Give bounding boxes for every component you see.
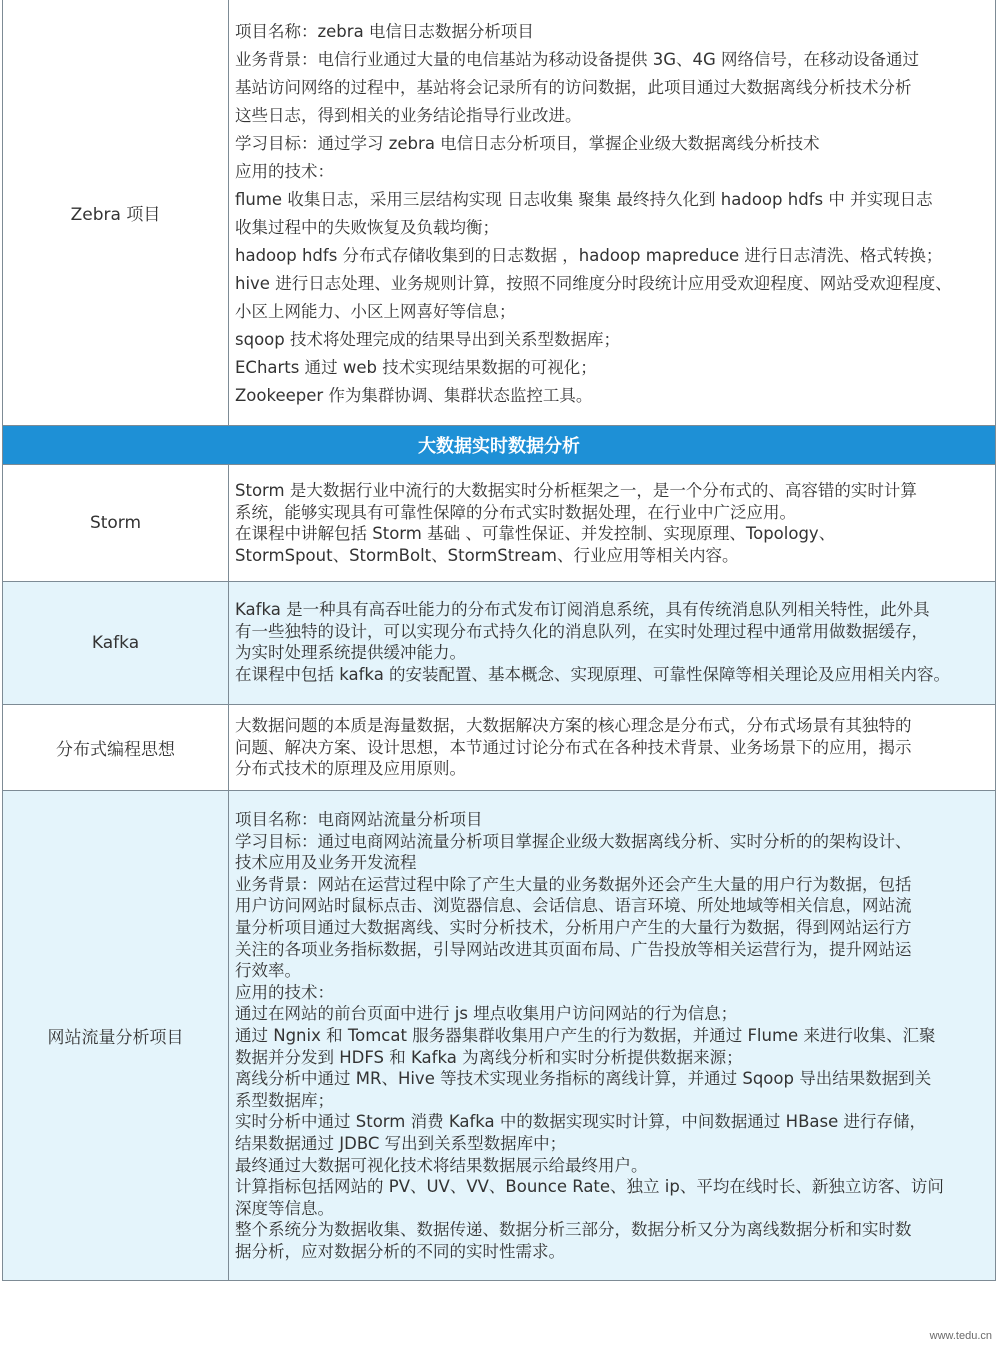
row-storm (3, 464, 995, 581)
section-header (3, 425, 995, 464)
row-content (229, 465, 995, 581)
row-content (229, 0, 995, 425)
content-text: 项目名称：电商网站流量分析项目 学习目标：通过电商网站流量分析项目掌握企业级大数据离线分析、实时分析的的架构设计、 技术应用及业务开发流程 业务背景：网站在运营过程中除了产生大量的业务数据外还会产生大量的用户行为数据，包括 用户访问网站时鼠标点击、浏览器信息、会话信息、语言环境、所处地域等相关信息，网站流 量分析项目通过大数据离线、实时分析技术，分析用户产生的大量行为数据，得到网站运行方 关注的各项业务指标数据，引导网站改进其页面布局、广告投放等相关运营行为，提升网站运 行效率。 应用的技术： 通过在网站的前台页面中进行 js 埋点收集用户访问网站的行为信息； 通过 Ngnix 和 Tomcat 服务器集群收集用户产生的行为数据，并通过 Flume 来进行收集、汇聚 数据并分发到 HDFS 和 Kafka 为离线分析和实时分析提供数据来源； 离线分析中通过 MR、Hive 等技术实现业务指标的离线计算，并通过 Sqoop 导出结果数据到关 系型数据库； 实时分析中通过 Storm 消费 Kafka 中的数据实现实时计算，中间数据通过 HBase 进行存储， 结果数据通过 JDBC 写出到关系型数据库中； 最终通过大数据可视化技术将结果数据展示给最终用户。 计算指标包括网站的 PV、UV、VV、Bounce Rate、独立 ip、平均在线时长、新独立访客、访问 深度等信息。 整个系统分为数据收集、数据传递、数据分析三部分，数据分析又分为离线数据分析和实时数 据分析，应对数据分析的不同的实时性需求。 (235, 810, 944, 1261)
row-website (3, 790, 995, 1280)
course-table (2, 0, 996, 1281)
row-label: Zebra 项目 (3, 0, 229, 425)
content-text: 项目名称：zebra 电信日志数据分析项目 业务背景：电信行业通过大量的电信基站为移动设备提供 3G、4G 网络信号，在移动设备通过 基站访问网络的过程中，基站将会记录所有的访问数据，此项目通过大数据离线分析技术分析 这些日志，得到相关的业务结论指导行业改进。 学习目标：通过学习 zebra 电信日志分析项目，掌握企业级大数据离线分析技术 应用的技术： flume 收集日志，采用三层结构实现 日志收集 聚集 最终持久化到 hadoop hdfs 中 并实现日志 收集过程中的失败恢复及负载均衡； hadoop hdfs 分布式存储收集到的日志数据 ，hadoop mapreduce 进行日志清洗、格式转换； hive 进行日志处理、业务规则计算，按照不同维度分时段统计应用受欢迎程度、网站受欢迎程度、 小区上网能力、小区上网喜好等信息； sqoop 技术将处理完成的结果导出到关系型数据库； ECharts 通过 web 技术实现结果数据的可视化； Zookeeper 作为集群协调、集群状态监控工具。 (235, 22, 952, 405)
content-text: Kafka 是一种具有高吞吐能力的分布式发布订阅消息系统，具有传统消息队列相关特性，此外具 有一些独特的设计，可以实现分布式持久化的消息队列，在实时处理过程中通常用做数据缓存， 为实时处理系统提供缓冲能力。 在课程中包括 kafka 的安装配置、基本概念、实现原理、可靠性保障等相关理论及应用相关内容。 (235, 600, 951, 684)
row-label: 分布式编程思想 (3, 705, 229, 790)
row-distributed (3, 704, 995, 790)
row-content (229, 705, 995, 790)
content-text: 大数据问题的本质是海量数据，大数据解决方案的核心理念是分布式，分布式场景有其独特的 问题、解决方案、设计思想，本节通过讨论分布式在各种技术背景、业务场景下的应用，揭示 分布式技术的原理及应用原则。 (235, 716, 912, 779)
row-zebra (3, 0, 995, 425)
row-label: Storm (3, 465, 229, 581)
row-label: 网站流量分析项目 (3, 791, 229, 1280)
content-text: Storm 是大数据行业中流行的大数据实时分析框架之一，是一个分布式的、高容错的实时计算 系统，能够实现具有可靠性保障的分布式实时数据处理，在行业中广泛应用。 在课程中讲解包括 Storm 基础 、可靠性保证、并发控制、实现原理、Topology、 StormSpout、StormBolt、StormStream、行业应用等相关内容。 (235, 481, 917, 565)
row-content (229, 582, 995, 704)
row-content (229, 791, 995, 1280)
footer-url: www.tedu.cn (929, 1330, 992, 1342)
row-kafka (3, 581, 995, 704)
row-label: Kafka (3, 582, 229, 704)
section-header-title: 大数据实时数据分析 (418, 436, 580, 457)
